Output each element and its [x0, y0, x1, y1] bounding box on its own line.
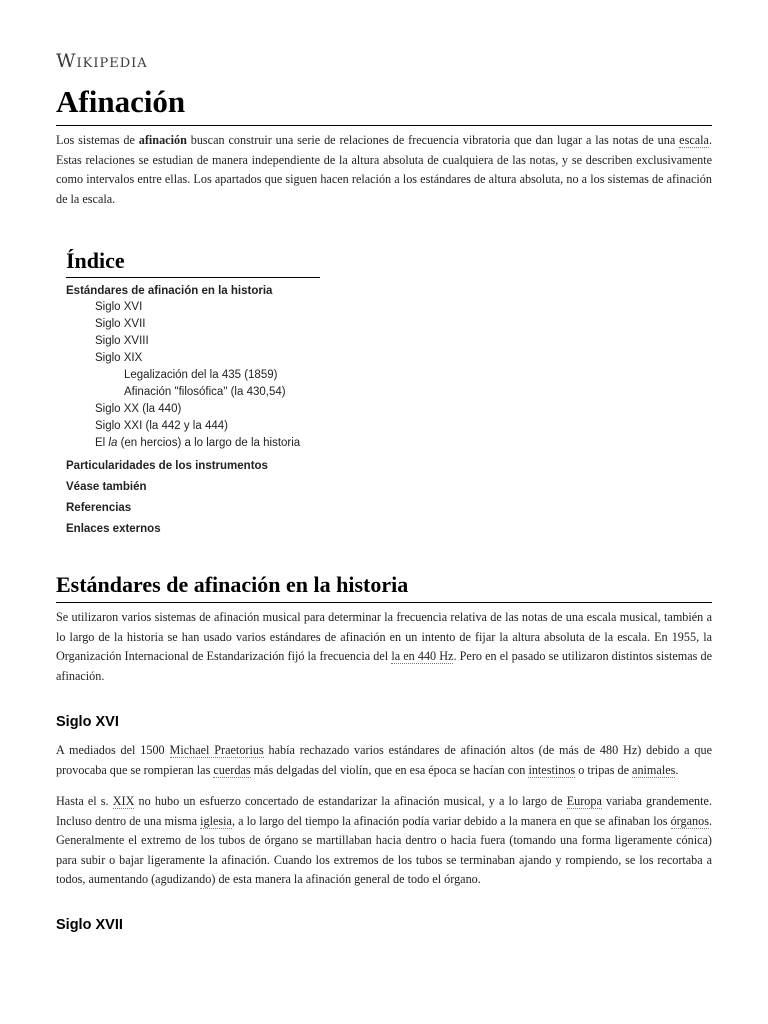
intro-paragraph — [56, 131, 712, 209]
s16-p1-text-4: o tripas de — [575, 762, 633, 777]
toc-item[interactable]: Siglo XVIII — [95, 335, 149, 347]
s16-p1-text-3: más delgadas del violín, que en esa época se hacían con — [250, 762, 529, 777]
toc-item[interactable]: Legalización del la 435 (1859) — [124, 369, 278, 381]
table-of-contents — [66, 248, 326, 535]
s16-p1-text-5: . — [675, 762, 679, 777]
intro-text-3: . Estas relaciones se estudian de manera independiente de la altura absoluta de cualquiera de las notas, y se describen exclusivamente como intervalos entre ellas. Los apartados que siguen hacen relación a los estándares de altura absoluta, no a los sistemas de afinación de la escala. — [56, 133, 712, 206]
title-divider — [56, 125, 712, 126]
s16-p1-text-2: había rechazado varios estándares de afinación altos (de más de 480 Hz) debido a que provocaba que se rompieran las — [56, 743, 712, 777]
section-estandares-paragraph — [56, 608, 712, 686]
toc-item[interactable]: Siglo XVII — [95, 318, 146, 330]
link-europa[interactable]: Europa — [566, 794, 602, 808]
toc-list — [66, 284, 366, 540]
s16-p2-text-1: Hasta el s. — [56, 794, 113, 808]
s16-p1-text-1: A mediados del 1500 — [56, 743, 170, 757]
toc-item[interactable]: Véase también — [66, 481, 147, 493]
s16-p2-text-3: variaba grandemente. Incluso dentro de una misma — [56, 794, 712, 828]
toc-item[interactable]: Siglo XVI — [95, 301, 143, 313]
link-siglo-xix[interactable]: XIX — [112, 794, 135, 808]
link-cuerdas[interactable]: cuerdas — [213, 762, 251, 777]
section-heading-estandares: Estándares de afinación en la historia — [56, 572, 409, 597]
toc-item[interactable]: Siglo XXI (la 442 y la 444) — [95, 420, 228, 432]
link-organos[interactable]: órganos — [670, 813, 709, 828]
subsection-heading-siglo-xvii: Siglo XVII — [56, 917, 123, 933]
siglo-xvi-paragraph-1 — [56, 741, 712, 780]
link-escala[interactable]: escala — [679, 133, 709, 147]
toc-title: Índice — [66, 248, 125, 273]
link-la-440[interactable]: la en 440 Hz — [391, 649, 454, 663]
toc-item[interactable]: Estándares de afinación en la historia — [66, 285, 273, 297]
toc-item[interactable]: Siglo XIX — [95, 352, 143, 364]
toc-item[interactable]: Siglo XX (la 440) — [95, 403, 182, 415]
siglo-xvi-paragraph-2 — [56, 792, 712, 890]
toc-item[interactable]: El la (en hercios) a lo largo de la historia — [95, 437, 301, 449]
toc-item[interactable]: Particularidades de los instrumentos — [66, 460, 268, 472]
page-title: Afinación — [56, 84, 186, 119]
toc-item[interactable]: Enlaces externos — [66, 523, 161, 535]
section1-text-2: . Pero en el pasado se utilizaron distintos sistemas de afinación. — [56, 649, 713, 683]
intro-text-1: Los sistemas de — [56, 133, 139, 147]
toc-item[interactable]: Referencias — [66, 502, 132, 514]
link-iglesia[interactable]: iglesia — [200, 813, 232, 828]
intro-bold-term: afinación — [138, 133, 187, 147]
intro-text-2: buscan construir una serie de relaciones de frecuencia vibratoria que dan lugar a las notas de una — [186, 133, 680, 147]
wikipedia-logo[interactable]: Wikipedia — [56, 50, 148, 72]
subsection-heading-siglo-xvi: Siglo XVI — [56, 714, 119, 730]
s16-p2-text-2: no hubo un esfuerzo concertado de estandarizar la afinación musical, y a lo largo de — [134, 794, 567, 808]
toc-divider — [66, 277, 320, 278]
link-michael-praetorius[interactable]: Michael Praetorius — [169, 743, 264, 757]
toc-item[interactable]: Afinación "filosófica" (la 430,54) — [124, 386, 286, 398]
section1-text-1: Se utilizaron varios sistemas de afinación musical para determinar la frecuencia relativa de las notas de una escala musical, también a lo largo de la historia se han usado varios estándares de afinación en un intento de fijar la altura absoluta de la escala. En 1955, la Organización Internacional de Estandarización fijó la frecuencia del — [56, 610, 712, 663]
s16-p2-text-4: , a lo largo del tiempo la afinación podía variar debido a la manera en que se afinaban los — [231, 813, 671, 828]
link-intestinos[interactable]: intestinos — [528, 762, 576, 777]
s16-p2-text-5: . Generalmente el extremo de los tubos de órgano se martillaban hacia dentro o hacia fuera (tomando una forma ligeramente cónica) para subir o bajar ligeramente la afinación. Cuando los extremos de los tubos se terminaban ajando y rompiendo, se los recortaba a todos, aumentando (agudizando) de esta manera la afinación general de todo el órgano. — [56, 813, 712, 886]
section-divider — [56, 602, 712, 603]
link-animales[interactable]: animales — [632, 762, 676, 777]
